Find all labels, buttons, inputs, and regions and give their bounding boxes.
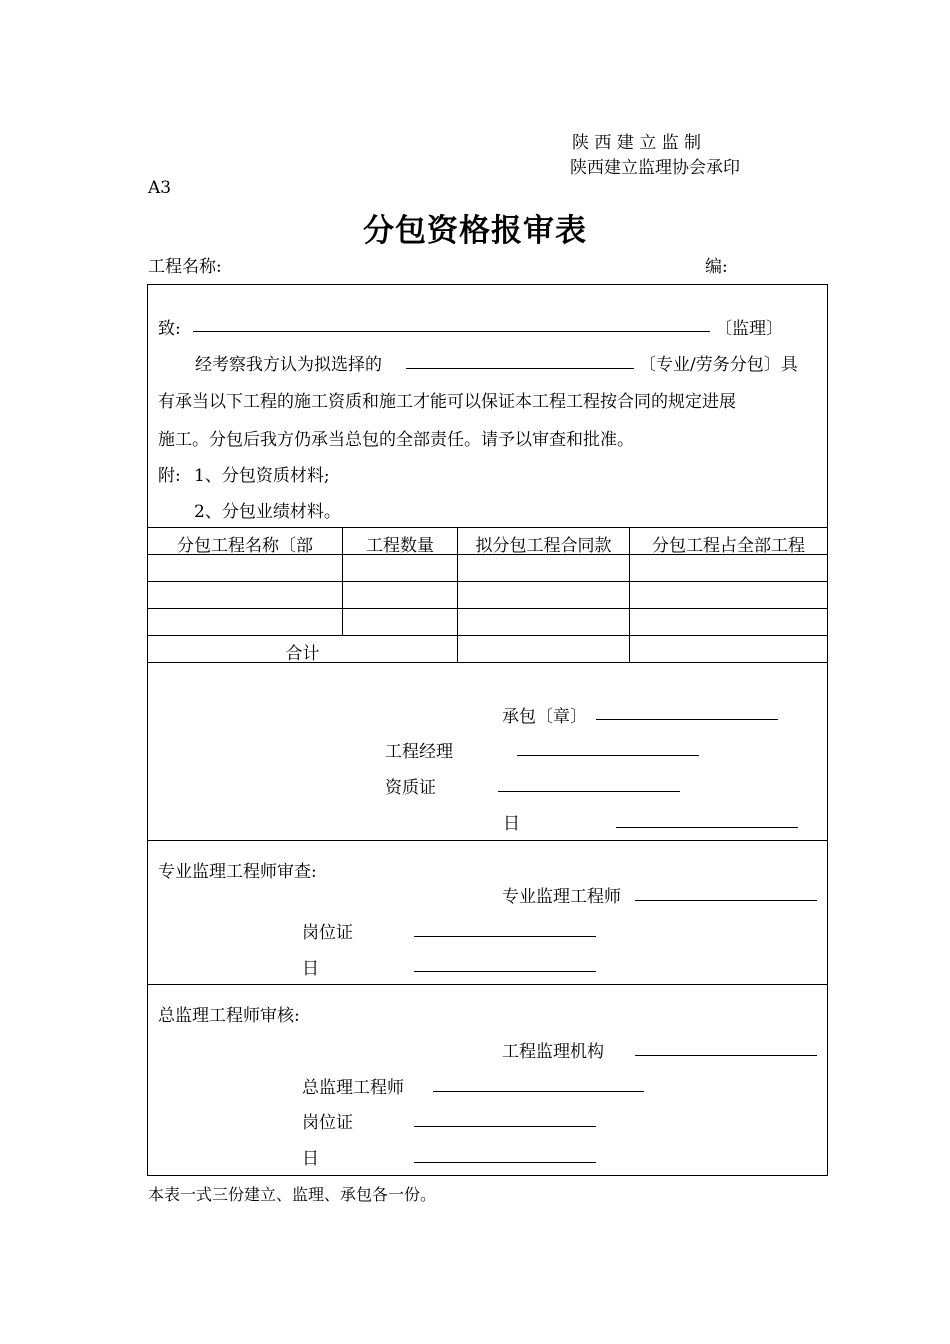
divider xyxy=(147,581,828,582)
table-header-contract: 拟分包工程合同款 xyxy=(475,536,612,556)
issuer-text: 陕 西 建 立 监 制 xyxy=(572,133,702,153)
table-header-name: 分包工程名称〔部 xyxy=(177,536,313,556)
specialist-date-label: 日 xyxy=(302,959,319,979)
specialist-post-cert-label: 岗位证 xyxy=(302,923,353,943)
attach-item-1: 1、分包资质材料; xyxy=(194,466,330,486)
para-suffix: 〔专业/劳务分包〕具 xyxy=(639,355,798,375)
manager-field[interactable] xyxy=(517,755,699,756)
specialist-review-title: 专业监理工程师审查: xyxy=(158,862,317,882)
divider xyxy=(147,635,828,636)
divider xyxy=(147,608,828,609)
cert-field[interactable] xyxy=(498,791,680,792)
to-label: 致: xyxy=(158,319,181,339)
table-total-label: 合计 xyxy=(285,644,320,664)
specialist-date-field[interactable] xyxy=(414,971,596,972)
subcontractor-field[interactable] xyxy=(406,368,634,369)
divider xyxy=(147,527,828,528)
para-line3: 施工。分包后我方仍承当总包的全部责任。请予以审查和批准。 xyxy=(158,430,634,450)
form-frame xyxy=(147,284,828,1176)
attach-item-2: 2、分包业绩材料。 xyxy=(194,502,341,522)
specialist-engineer-label: 专业监理工程师 xyxy=(502,887,621,907)
divider xyxy=(147,840,828,841)
to-suffix: 〔监理〕 xyxy=(715,319,783,339)
contractor-date-field[interactable] xyxy=(616,827,798,828)
project-name-label: 工程名称: xyxy=(148,257,222,277)
specialist-engineer-field[interactable] xyxy=(635,900,817,901)
supervision-org-field[interactable] xyxy=(635,1055,817,1056)
to-recipient-field[interactable] xyxy=(193,331,710,332)
footer-note: 本表一式三份建立、监理、承包各一份。 xyxy=(148,1185,437,1204)
chief-date-field[interactable] xyxy=(414,1162,596,1163)
seal-label: 承包〔章〕 xyxy=(502,707,587,727)
chief-engineer-label: 总监理工程师 xyxy=(302,1078,404,1098)
table-header-quantity: 工程数量 xyxy=(366,536,434,556)
chief-engineer-field[interactable] xyxy=(433,1091,644,1092)
divider xyxy=(147,984,828,985)
table-header-ratio: 分包工程占全部工程 xyxy=(652,536,805,556)
page-title: 分包资格报审表 xyxy=(363,213,587,249)
chief-post-cert-field[interactable] xyxy=(414,1126,596,1127)
para-prefix: 经考察我方认为拟选择的 xyxy=(195,355,382,375)
chief-date-label: 日 xyxy=(302,1149,319,1169)
para-line2: 有承当以下工程的施工资质和施工才能可以保证本工程工程按合同的规定进展 xyxy=(158,392,736,412)
chief-post-cert-label: 岗位证 xyxy=(302,1113,353,1133)
chief-review-title: 总监理工程师审核: xyxy=(158,1006,300,1026)
form-code: A3 xyxy=(148,178,172,198)
contractor-date-label: 日 xyxy=(503,814,520,834)
seal-field[interactable] xyxy=(596,719,778,720)
printer-text: 陕西建立监理协会承印 xyxy=(570,158,740,178)
specialist-post-cert-field[interactable] xyxy=(414,936,596,937)
cert-label: 资质证 xyxy=(385,778,436,798)
manager-label: 工程经理 xyxy=(385,742,453,762)
number-label: 编: xyxy=(705,257,728,277)
supervision-org-label: 工程监理机构 xyxy=(502,1042,604,1062)
attach-label: 附: xyxy=(158,466,181,486)
